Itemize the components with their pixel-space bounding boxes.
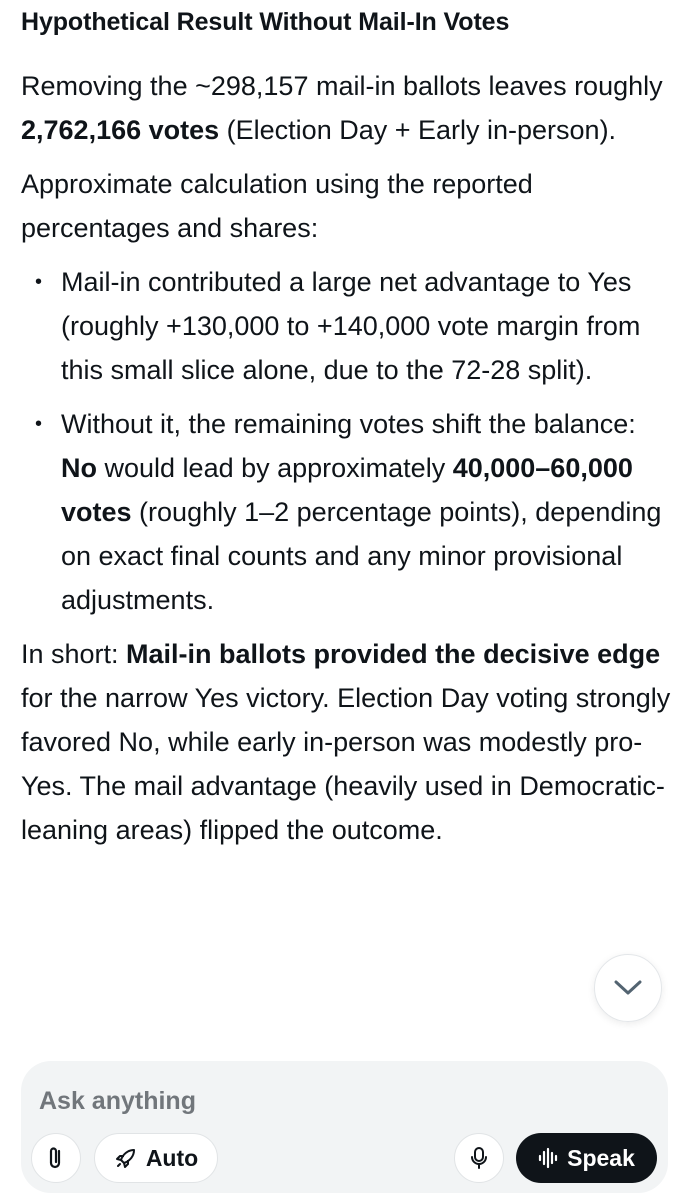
chevron-down-icon [613,979,643,997]
attach-button[interactable] [31,1133,81,1183]
paragraph-calculation-intro: Approximate calculation using the reported percentages and shares: [21,169,533,243]
bullet-list [21,260,671,622]
bullet-dot: • [35,413,43,435]
bullet-dot: • [35,271,43,293]
speak-label: Speak [567,1144,635,1171]
auto-label: Auto [145,1144,199,1171]
composer [21,1061,668,1193]
microphone-button[interactable] [454,1133,504,1183]
scroll-to-bottom-button[interactable] [594,954,662,1022]
microphone-icon [469,1145,489,1171]
ask-input[interactable] [39,1081,599,1121]
response-content [21,0,671,852]
waveform-icon [538,1147,558,1169]
response-heading: Hypothetical Result Without Mail-In Votes [21,8,510,36]
paragraph-conclusion: In short: Mail-in ballots provided the decisive edge for the narrow Yes victory. Election Day voting strongly favored No, while early in-person was modestly pro-Yes. The mail advantage (heavily used in Democratic-leaning areas) flipped the outcome. [21,639,671,845]
bold-vote-total: 2,762,166 votes [21,115,220,145]
list-item: • Mail-in contributed a large net advantage to Yes (roughly +130,000 to +140,000 vote margin from this small slice alone, due to the 72-28 split). [21,260,671,392]
rocket-icon [114,1146,138,1170]
list-item: • Without it, the remaining votes shift the balance: No would lead by approximately 40,000–60,000 votes (roughly 1–2 percentage points), depending on exact final counts and any minor provisional adjustments. [21,402,671,622]
bold-decisive-edge: Mail-in ballots provided the decisive edge [126,639,661,669]
paragraph-removal-summary: Removing the ~298,157 mail-in ballots leaves roughly 2,762,166 votes (Election Day + Early in-person). [21,71,663,145]
speak-button[interactable] [516,1133,657,1183]
paperclip-icon [45,1145,67,1171]
auto-mode-button[interactable] [94,1133,218,1183]
